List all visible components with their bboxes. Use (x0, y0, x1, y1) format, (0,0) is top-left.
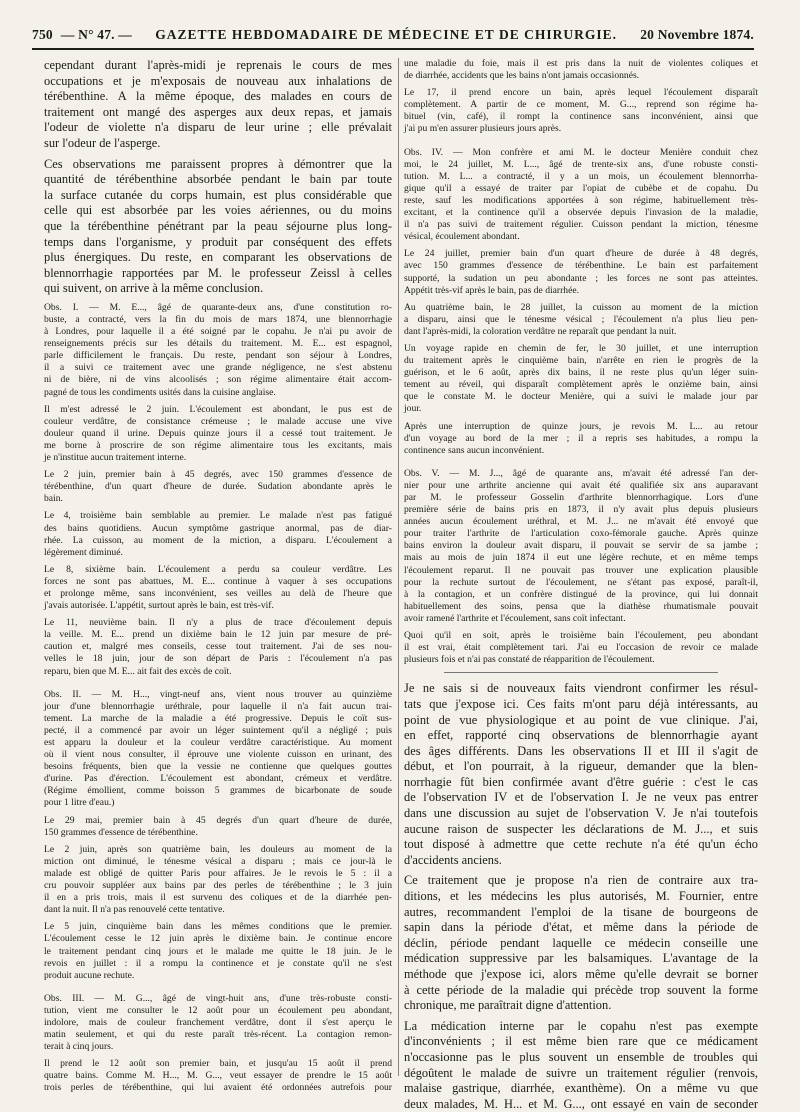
text-line: terait à cinq jours. (44, 1041, 114, 1053)
text-line: d'urine. Pas d'érection. L'écoulement est abondant, crémeux et verdâtre. (44, 773, 392, 785)
text-line: indolore, mais de couleur franchement verdâtre, dont il s'est aperçu le (44, 1016, 392, 1028)
observation-paragraph (44, 469, 392, 505)
text-line: Le 8, sixième bain. L'écoulement a perdu sa couleur verdâtre. Les (44, 563, 392, 575)
text-line: blennorrhagie rapportées par M. le professeur Zeissl à celles (44, 265, 392, 280)
observation-paragraph (44, 1058, 392, 1094)
text-line: traitement ont mangé des asperges aux deux repas, et jamais (44, 104, 392, 119)
text-line: est apparu la douleur et la couleur verdâtre caractéristique. Au moment (44, 737, 392, 748)
text-line: il a suivi ce traitement avec une grande négligence, ne s'est abstenu (44, 362, 392, 374)
text-line: 150 grammes d'essence de térébenthine. (44, 826, 198, 838)
text-line: dant l'après-midi, la coloration verdâtre ne reparaît que pendant la nuit. (404, 325, 677, 337)
observation-paragraph (404, 630, 758, 666)
text-line: le traitement pendant cinq jours et le malade me quitte le 18 juin. Je le (44, 945, 392, 957)
text-line: habituellement des soins, pensa que la diathèse rhumatismale pouvait (404, 600, 758, 612)
text-line: moi, le 24 juillet, M. L..., âgé de trente-six ans, d'une robuste consti- (404, 158, 758, 170)
text-line: malaise gastrique, diarrhée, exanthème). On a même vu que (404, 1081, 758, 1096)
issue-date: 20 Novembre 1874. (640, 27, 754, 42)
observation-paragraph (404, 87, 758, 135)
observation-paragraph (44, 510, 392, 558)
text-line: celle qui est absorbée par les voies aériennes, ou du moins (44, 203, 392, 218)
text-line: supporté, la sudation un peu abondante ; les forces ne sont pas atteintes. (404, 272, 758, 284)
text-line: tement au réveil, qui disparaît complètement après le onzième bain, ainsi (404, 379, 758, 391)
paragraph (404, 1019, 758, 1112)
text-line: ni de bière, ni de vins alcoolisés ; son régime alimentaire était accom- (44, 374, 392, 386)
text-line: où il vient nous consulter, il éprouve une violente cuisson en urinant, des (44, 749, 392, 761)
text-line: rhée. La cuisson, au moment de la miction, a disparu. L'écoulement a (44, 534, 392, 546)
text-line: dant la nuit. Il n'a pas renouvelé cette tentative. (44, 904, 225, 916)
issue-number: — N° 47. — (60, 27, 133, 42)
text-line: déclin, période pendant laquelle ce médecin conseille une (404, 935, 758, 950)
text-line: pour 1 litre d'eau.) (44, 797, 115, 809)
text-line: Le 29 mai, premier bain à 45 degrés d'un quart d'heure de durée, (44, 814, 392, 826)
text-line: aucune raison de suspecter les déclarations de M. J..., et suis (404, 821, 758, 836)
text-line: matin seulement, et qui du reste paraît très-récent. La contagion remon- (44, 1029, 392, 1041)
paragraph (404, 873, 758, 1013)
text-line: Il prend le 12 août son premier bain, et jusqu'au 15 août il prend (44, 1058, 392, 1070)
journal-title: GAZETTE HEBDOMADAIRE DE MÉDECINE ET DE CHIRURGIE. (155, 27, 617, 42)
text-line: début, et l'on pourrait, à la rigueur, demander que la blen- (404, 759, 758, 774)
text-line: Ce traitement que je propose n'a rien de contraire aux tra- (404, 873, 758, 888)
text-line: d'inconvénients ; il est même bien rare que ce médicament (404, 1034, 758, 1049)
text-line: me borne à proscrire de son régime alimentaire tous les excitants, mais (44, 439, 392, 451)
text-line: que la térébenthine pénétrant par la peau séjourne plus long- (44, 218, 392, 233)
text-line: reparu, bien que M. E... ait fait des excès de coït. (44, 665, 232, 677)
observation-paragraph (44, 844, 392, 917)
text-line: occupations et je m'exposais de nouveau aux inhalations de (44, 73, 392, 88)
text-line: gique qu'il a essayé de traiter par l'opiat de cubèbe et de copahu. Du (404, 182, 758, 194)
text-line: reste, sauf les modifications apportées à son régime, habituellement très- (404, 194, 758, 206)
observation-paragraph (404, 248, 758, 296)
observation-1 (44, 302, 392, 399)
text-line: première série de bains pris en 1873, il n'y avait plus depuis plusieurs (404, 504, 758, 516)
text-line: n'occasionne pas le plus souvent un ensemble de troubles qui (404, 1049, 758, 1064)
text-line: par M. le professeur Gosselin d'arthrite blennorrhagique. Lors d'une (404, 492, 758, 503)
text-line: d'un voyage au bord de la mer ; il a repris ses habitudes, a rompu la (404, 432, 758, 444)
text-line: Ces observations me paraissent propres à démontrer que la (44, 156, 392, 171)
observation-3 (44, 993, 392, 1053)
text-line: dégoûtent le malade de suivre un traitement régulier (renvois, (404, 1065, 758, 1080)
page-number: 750 (32, 27, 53, 42)
right-column (404, 58, 758, 1111)
text-line: pecté, il a commencé par avoir un léger suintement qu'il a négligé ; puis (44, 724, 392, 736)
text-line: à la contagion, et un confrère distingué de la province, qui lui donnait (404, 588, 758, 600)
text-line: médication suppressive par les balsamiques. L'avantage de la (404, 951, 758, 966)
left-column (44, 58, 392, 1094)
text-line: il en a pris trois, mais il est survenu des coliques et de la diarrhée pen- (44, 892, 392, 904)
text-line: je n'institue aucun traitement interne. (44, 452, 187, 464)
text-line: vésical, écoulement abondant. (404, 231, 520, 243)
text-line: la surface cutanée du corps humain, est plus considérable que (44, 187, 392, 202)
text-line: deux malades, M. H... et M. G..., ont essayé en vain de seconder (404, 1096, 758, 1111)
text-line: d'accidents anciens. (404, 852, 502, 867)
text-line: pour la rechute surtout de l'écoulement, ne s'étant pas exposé, paraît-il, (404, 576, 758, 588)
text-line: tout disposé à admettre que cette rechute n'a été qu'un écho (404, 837, 758, 852)
text-line: bain. (44, 493, 63, 505)
text-line: cependant durant l'après-midi je reprenais le cours de mes (44, 58, 392, 72)
text-line: années aucun écoulement uréthral, et M. J... ne m'avait été envoyé que (404, 516, 758, 528)
text-line: la veille. M. E... prend un dixième bain le 12 juin par mesure de pré- (44, 629, 392, 641)
text-line: continence sans aucun inconvénient. (404, 444, 545, 456)
text-line: il est vrai, était complètement tari. J'ai eu l'occasion de revoir ce malade (404, 642, 758, 654)
text-line: Au quatrième bain, le 28 juillet, la cuisson au moment de la miction (404, 301, 758, 313)
text-line: jour. (404, 403, 422, 415)
text-line: de l'observation IV et de l'observation I. Je ne veux pas entrer (404, 790, 758, 805)
text-line: Le 5 juin, cinquième bain dans les mêmes conditions que le premier. (44, 921, 392, 933)
text-line: caution et, malgré mes conseils, cesse tout traitement. J'ai de ses nou- (44, 641, 392, 653)
text-line: Il m'est adressé le 2 juin. L'écoulement est abondant, le pus est de (44, 403, 392, 415)
column-rule (398, 58, 399, 1076)
observation-4 (404, 147, 758, 244)
text-line: qui suivent, on arrive à la même conclusion. (44, 281, 264, 296)
text-line: miction ont diminué, le ténesme vésical a disparu ; mais ce jour-là le (44, 855, 392, 867)
observation-paragraph (44, 617, 392, 677)
text-line: produit aucune rechute. (44, 969, 135, 981)
text-line: des âges différents. Dans les observations II et III il s'agit de (404, 743, 758, 758)
text-line: excitant, et la continence qu'il a observée depuis l'invasion de la maladie, (404, 207, 758, 219)
text-line: douleur quand il urine. Depuis quinze jours il a cessé tout traitement. Je (44, 427, 392, 439)
observation-paragraph (44, 404, 392, 464)
observation-paragraph (44, 815, 392, 839)
text-line: guérison, et le 6 août, après dix bains, il ne reste plus qu'un léger suin- (404, 367, 758, 379)
text-line: L'écoulement cesse le 12 juin après le dixième bain. Je continue encore (44, 933, 392, 945)
text-line: jour d'une blennorrhagie uréthrale, pour laquelle il n'a fait aucun trai- (44, 700, 392, 712)
text-line: j'ai pu m'en assurer plusieurs jours après. (404, 123, 562, 135)
text-line: Le 11, neuvième bain. Il n'y a plus de trace d'écoulement depuis (44, 617, 392, 629)
text-line: trois perles de térébenthine, qui lui avaient été ordonnées autrefois pour (44, 1082, 392, 1094)
text-line: térébenthine, d'un quart d'heure de durée. Sudation abondante après le (44, 481, 392, 493)
paragraph (404, 681, 758, 868)
text-line: nier pour une arthrite ancienne qui avait été qualifiée six ans auparavant (404, 479, 758, 491)
text-line: à Londres, pour laquelle il a été soigné par le copahu. Je n'ai pu avoir de (44, 326, 392, 338)
text-line: couleur verdâtre, de consistance crémeuse ; le malade accuse une vive (44, 415, 392, 427)
text-line: La médication interne par le copahu n'est pas exempte (404, 1018, 758, 1033)
text-line: Après une interruption de quinze jours, je revois M. L... au retour (404, 420, 758, 432)
text-line: une maladie du foie, mais il est pris dans la nuit de violentes coliques et (404, 58, 758, 69)
observation-paragraph (44, 921, 392, 981)
text-line: bituel (vin, café), il rompt la continence sans inconvénient, ainsi que (404, 111, 758, 123)
text-line: légèrement diminué. (44, 546, 123, 558)
text-line: Le 17, il prend encore un bain, après lequel l'écoulement disparaît (404, 87, 758, 99)
text-line: Un voyage rapide en chemin de fer, le 30 juillet, et une interruption (404, 342, 758, 354)
observation-paragraph (44, 564, 392, 612)
observation-5 (404, 468, 758, 625)
text-line: l'écoulement reparut. Il ne pouvait pas trouver une explication plausible (404, 564, 758, 576)
text-line: point de vue physiologique et au point de vue clinique. J'ai, (404, 712, 758, 727)
text-line: complètement. A partir de ce moment, M. G..., reprend son régime ha- (404, 99, 758, 111)
text-line: tution, vient me consulter le 12 août pour un écoulement peu abondant, (44, 1004, 392, 1016)
text-line: des bains quotidiens. Aucun symptôme gastrique anormal, pas de diar- (44, 522, 392, 534)
text-line: Obs. II. — M. H..., vingt-neuf ans, vient nous trouver au quinzième (44, 688, 392, 700)
text-line: quatre bains. Comme M. H..., M. G..., veut essayer de prendre le 15 août (44, 1070, 392, 1082)
text-line: Appétit très-vif après le bain, pas de diarrhée. (404, 284, 580, 296)
observation-paragraph (404, 343, 758, 416)
text-line: plusieurs fois et n'ai pas constaté de réapparition de l'écoulement. (404, 654, 655, 666)
paragraph (44, 58, 392, 152)
text-line: cru pouvoir suppléer aux bains par des perles de térébenthine ; le 3 juin (44, 880, 392, 892)
header-left (32, 27, 132, 43)
text-line: Quoi qu'il en soit, après le troisième bain l'écoulement, peu abondant (404, 630, 758, 642)
text-line: il n'a pas suivi de traitement régulier. Cuisson pendant la miction, ténesme (404, 219, 758, 231)
running-header (32, 22, 754, 50)
observation-paragraph (404, 302, 758, 338)
text-line: dans une discussion au sujet de l'observation V. Je n'ai toutefois (404, 806, 758, 821)
text-line: (Régime émollient, comme boisson 5 grammes de bicarbonate de soude (44, 785, 392, 797)
text-line: tution. M. L... a contracté, il y a un mois, un écoulement blennorrha- (404, 170, 758, 182)
text-line: méthode que j'expose ici, alors même qu'elle devrait se borner (404, 967, 758, 981)
text-line: mais au mois de juin 1874 il eut une légère rechute, et en même temps (404, 552, 758, 564)
text-line: pagné de tous les condiments usités dans la cuisine anglaise. (44, 386, 276, 398)
text-line: sapin dans la période d'état, et même dans la période de (404, 920, 758, 935)
text-line: a disparu, ainsi que le ténesme vésical ; l'écoulement n'a plus lieu pen- (404, 313, 758, 325)
text-line: parle difficilement le français. Du reste, pendant son séjour à Londres, (44, 350, 392, 362)
observation-paragraph (404, 421, 758, 457)
text-line: pour traiter l'arthrite de l'articulation coxo-fémorale gauche. Après quinze (404, 528, 758, 540)
text-line: que le constate M. le docteur Menière, qui a suivi le malade jour par (404, 391, 758, 403)
text-line: malade est obligé de quitter Paris pour affaires. Je le revois le 5 : il a (44, 867, 392, 879)
text-line: sur l'odeur de l'asperge. (44, 135, 161, 150)
text-line: l'odeur de violette n'a disparu de leur urine ; elle prévalait (44, 120, 392, 135)
text-line: avoir ramené l'arthrite et l'écoulement, sans coït infectant. (404, 612, 626, 624)
text-line: chronique, me paraîtrait digne d'attention. (404, 998, 612, 1013)
text-line: besoins fréquents, bien que la vessie ne contienne que quelques gouttes (44, 761, 392, 773)
text-line: Obs. I. — M. E..., âgé de quarante-deux ans, d'une constitution ro- (44, 301, 392, 313)
observation-paragraph (404, 58, 758, 82)
text-line: Le 2 juin, après son quatrième bain, les douleurs au moment de la (44, 843, 392, 855)
text-line: du traitement après le cinquième bain, n'arrête en rien le progrès de la (404, 355, 758, 367)
text-line: tats que j'expose ici. Ces faits m'ont paru déjà intéressants, au (404, 696, 758, 711)
text-line: Le 4, troisième bain semblable au premier. Le malade n'est pas fatigué (44, 510, 392, 522)
text-line: temps dans l'organisme, y produit par conséquent des effets (44, 234, 392, 249)
text-line: de diarrhée, accidents que les bains n'ont jamais occasionnés. (404, 70, 640, 82)
text-line: renseignements précis sur les détails du traitement. M. E... est espagnol, (44, 338, 392, 350)
text-line: velles le 18 juin, jour de son départ de Paris : l'écoulement n'a pas (44, 653, 392, 665)
text-line: revois en juillet : il a rompu la continence et je constate qu'il ne s'est (44, 957, 392, 969)
text-line: Le 2 juin, premier bain à 45 degrés, avec 150 grammes d'essence de (44, 469, 392, 481)
section-divider (444, 672, 718, 673)
text-line: Le 24 juillet, premier bain d'un quart d'heure de durée à 48 degrés, (404, 248, 758, 260)
text-line: Obs. V. — M. J..., âgé de quarante ans, m'avait été adressé l'an der- (404, 467, 758, 479)
observation-2 (44, 689, 392, 810)
text-line: térébenthine. A la même époque, des malades en cours de (44, 89, 392, 104)
text-line: bains environ la douleur avait disparu, il pouvait se servir de sa jambe ; (404, 540, 758, 552)
text-line: quantité de térébenthine absorbée pendant le bain par toute (44, 172, 392, 187)
text-line: en effet, rapporté cinq observations de blennorrhagie ayant (404, 728, 758, 743)
text-line: j'avais autorisée. L'appétit, surtout après le bain, est très-vif. (44, 600, 274, 612)
text-line: Obs. III. — M. G..., âgé de vingt-huit ans, d'une très-robuste consti- (44, 992, 392, 1004)
text-line: et prolonge même, sans inconvénient, ses veilles au delà de l'heure que (44, 587, 392, 599)
text-line: ditions, et les médecins les plus autorisés, M. Fournier, entre (404, 889, 758, 904)
paragraph (44, 157, 392, 297)
text-line: à cette période de la maladie qui précède trop souvent la forme (404, 982, 758, 997)
text-line: buste, a contracté, vers la fin du mois de mars 1874, une blennorrhagie (44, 314, 392, 325)
text-line: forces ne sont pas abattues, M. E... continue à vaquer à ses occupations (44, 575, 392, 587)
text-line: norrhagie fût bien confirmée avant d'être guérie : c'est le cas (404, 774, 758, 789)
text-line: avec 150 grammes d'essence de térébenthine. Le bain est parfaitement (404, 260, 758, 272)
text-line: tement. La marche de la maladie a été progressive. Depuis le coït sus- (44, 712, 392, 724)
text-line: Obs. IV. — Mon confrère et ami M. le docteur Menière conduit chez (404, 146, 758, 158)
text-line: autres, recommandent l'emploi de la tisane de bourgeons de (404, 904, 758, 919)
text-line: Je ne sais si de nouveaux faits viendront confirmer les résul- (404, 681, 758, 696)
text-line: plus énergiques. Du reste, en comparant les observations de (44, 250, 392, 265)
